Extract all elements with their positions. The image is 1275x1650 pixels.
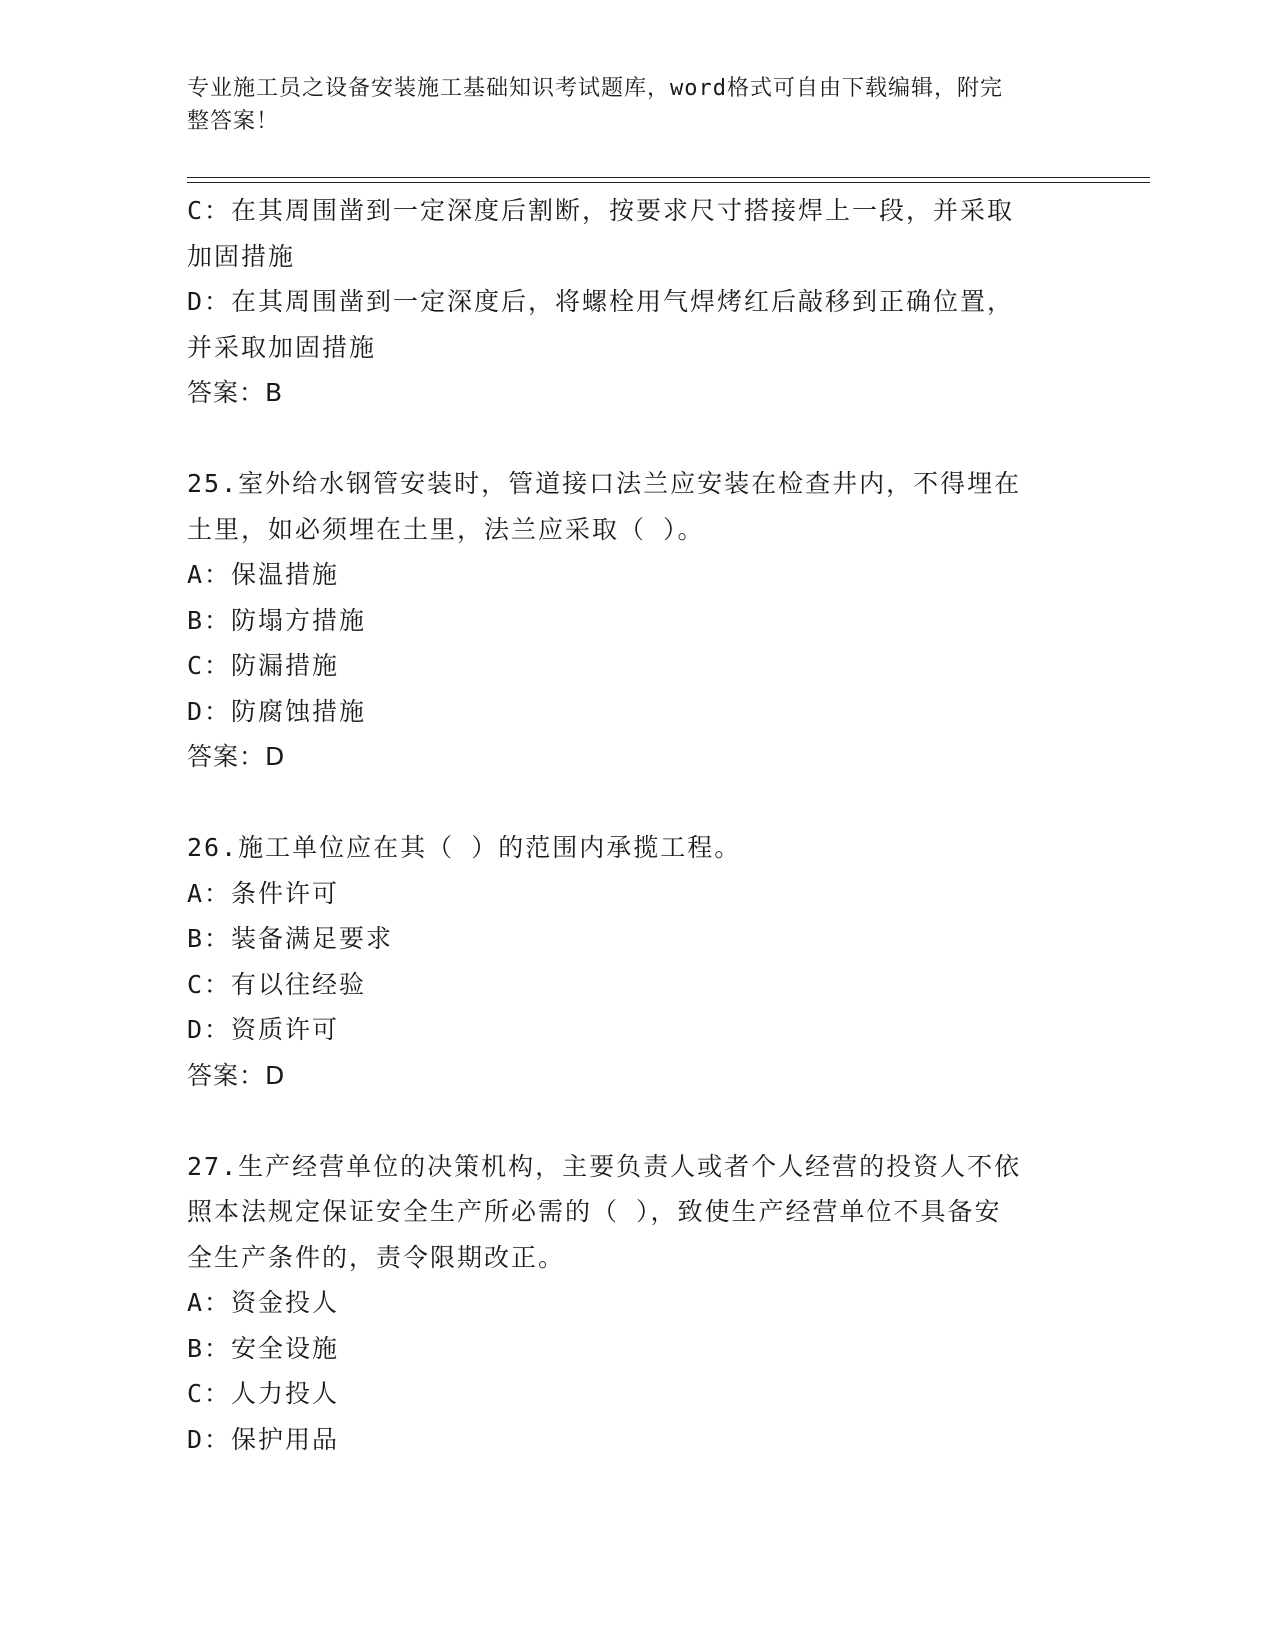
- answer: 答案：D: [187, 742, 286, 771]
- question-stem: 27.生产经营单位的决策机构，主要负责人或者个人经营的投资人不依: [187, 1151, 1022, 1181]
- option-c: C：有以往经验: [187, 969, 367, 999]
- answer: 答案：B: [187, 378, 284, 407]
- option-b: B：装备满足要求: [187, 924, 394, 953]
- option-c-continued: 加固措施: [187, 241, 296, 271]
- answer: 答案：D: [187, 1060, 286, 1090]
- question-stem: 25.室外给水钢管安装时，管道接口法兰应安装在检查井内，不得埋在: [187, 469, 1022, 498]
- option-a: A：资金投人: [187, 1288, 340, 1317]
- document-body: [187, 188, 1087, 1462]
- option-d: D：防腐蚀措施: [187, 696, 367, 726]
- option-c: C：在其周围凿到一定深度后割断，按要求尺寸搭接焊上一段，并采取: [187, 196, 1015, 225]
- option-a: A：保温措施: [187, 560, 340, 589]
- question-stem: 26.施工单位应在其（ ）的范围内承揽工程。: [187, 833, 742, 862]
- document-header: [187, 72, 1067, 138]
- option-c: C：防漏措施: [187, 651, 340, 680]
- option-c: C：人力投人: [187, 1379, 340, 1408]
- option-b: B：防塌方措施: [187, 605, 367, 635]
- header-line-2: 整答案！: [187, 109, 280, 134]
- question-stem-continued: 照本法规定保证安全生产所必需的（ ），致使生产经营单位不具备安: [187, 1197, 1002, 1226]
- header-divider-top: [187, 177, 1150, 178]
- option-d: D：资质许可: [187, 1015, 340, 1044]
- spacer: [187, 780, 1087, 826]
- question-24-tail: [187, 188, 1087, 416]
- header-line-1: 专业施工员之设备安装施工基础知识考试题库，word格式可自由下载编辑，附完: [187, 76, 1003, 101]
- question-stem-continued: 全生产条件的，责令限期改正。: [187, 1242, 566, 1272]
- question-stem-continued: 土里，如必须埋在土里，法兰应采取（ ）。: [187, 514, 705, 544]
- option-d: D：保护用品: [187, 1424, 340, 1454]
- spacer: [187, 1098, 1087, 1144]
- option-d-continued: 并采取加固措施: [187, 332, 377, 362]
- question-27: [187, 1144, 1087, 1463]
- question-25: [187, 461, 1087, 780]
- option-d: D：在其周围凿到一定深度后，将螺栓用气焊烤红后敲移到正确位置，: [187, 287, 1015, 316]
- spacer: [187, 416, 1087, 462]
- option-b: B：安全设施: [187, 1333, 340, 1363]
- option-a: A：条件许可: [187, 878, 340, 908]
- header-divider-bottom: [187, 182, 1150, 183]
- question-26: [187, 825, 1087, 1098]
